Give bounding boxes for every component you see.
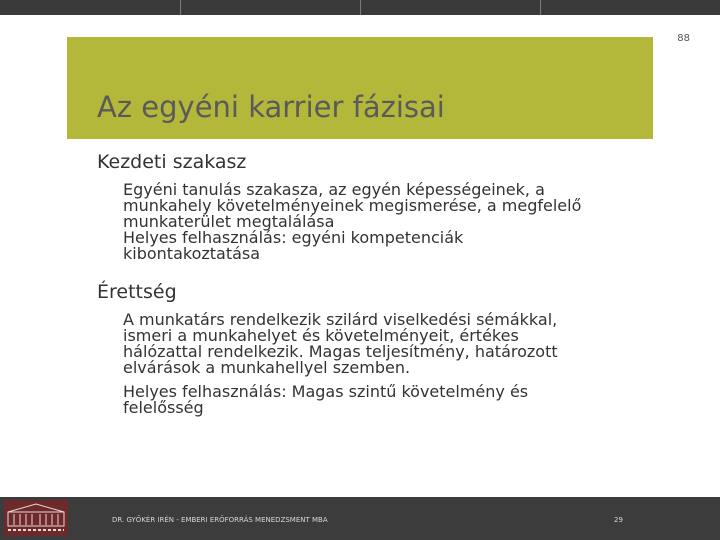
paragraph-line: Helyes felhasználás: Magas szintű követelmény és: [123, 382, 529, 401]
slide-title: Az egyéni karrier fázisai: [97, 90, 445, 124]
paragraph-line: kibontakoztatása: [123, 244, 261, 263]
slide-number: 88: [677, 33, 690, 44]
university-building-logo: [4, 500, 68, 536]
paragraph-line: felelősség: [123, 398, 204, 417]
footer-bar: [0, 497, 720, 540]
top-bar-divider: [540, 0, 541, 15]
footer-page-number: 29: [614, 516, 623, 524]
section-maturity: [97, 280, 657, 416]
paragraph-line: hálózattal rendelkezik. Magas teljesítmény, határozott: [123, 342, 558, 361]
top-bar-divider: [180, 0, 181, 15]
paragraph-line: Helyes felhasználás: egyéni kompetenciák: [123, 228, 464, 247]
footer-author-text: DR. GYŐKÉR IRÉN - EMBERI ERŐFORRÁS MENEDZSMENT MBA: [112, 516, 328, 524]
title-band: [67, 37, 653, 139]
top-bar-divider: [360, 0, 361, 15]
paragraph-line: munkaterület megtalálása: [123, 212, 335, 231]
paragraph-line: munkahely követelményeinek megismerése, a megfelelő: [123, 196, 582, 215]
paragraph-line: A munkatárs rendelkezik szilárd viselkedési sémákkal,: [123, 310, 558, 329]
slide-content: [97, 150, 657, 416]
top-bar: [0, 0, 720, 15]
paragraph-line: elvárások a munkahellyel szemben.: [123, 358, 411, 377]
section-early-stage: [97, 150, 657, 262]
section-heading: Érettség: [97, 281, 177, 303]
paragraph-line: Egyéni tanulás szakasza, az egyén képességeinek, a: [123, 180, 545, 199]
paragraph-line: ismeri a munkahelyet és követelményeit, értékes: [123, 326, 519, 345]
section-heading: Kezdeti szakasz: [97, 151, 247, 173]
